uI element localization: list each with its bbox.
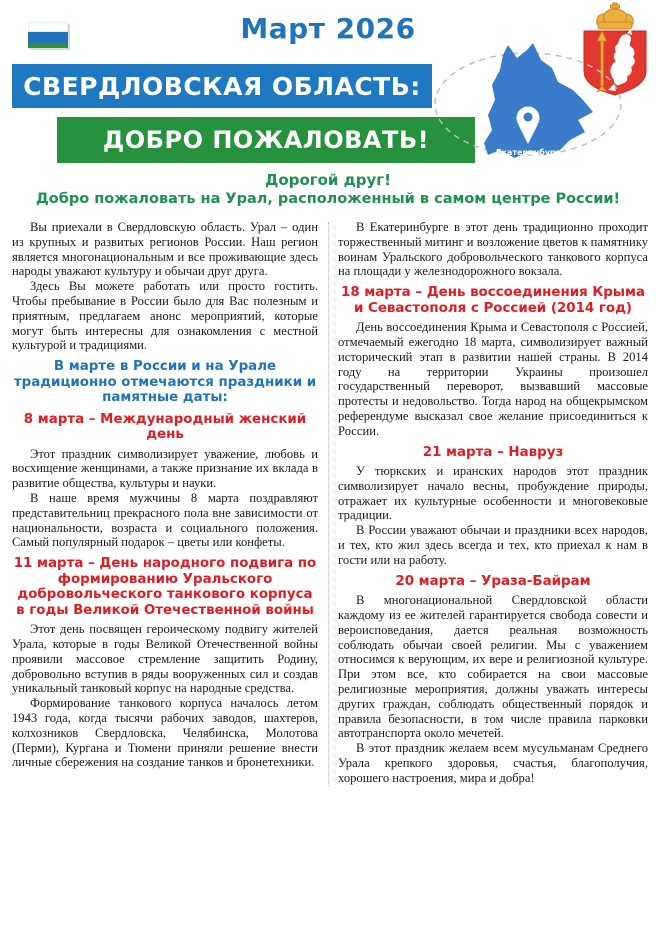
body-paragraph: В многонациональной Свердловской области каждому из ее жителей гарантируется свобода совести и вероисповедания, дается реальная возможность соблюдать обычаи своей религии. Мы с уважением относимся к верующим, их вере и религиозной культуре. При этом все, кто собирается на свои массовые религиозные мероприятия, должны уважать интересы других граждан, соблюдать общественный порядок и правила безопасности, в том числе правила парковки автотранспорта около мечетей. — [338, 593, 648, 741]
body-paragraph: Этот праздник символизирует уважение, любовь и восхищение женщинами, а также признание их вклада в развитие общества, культуры и науки. — [12, 446, 318, 491]
event-heading: 18 марта – День воссоединения Крыма и Севастополя с Россией (2014 год) — [341, 285, 645, 316]
body-paragraph: В России уважают обычаи и праздники всех народов, и тех, кто жил здесь всегда и тех, кто приехал к нам в гости или на работу. — [338, 523, 648, 567]
article-body — [0, 220, 656, 786]
greeting-line-1: Дорогой друг! — [265, 171, 391, 189]
body-paragraph: Формирование танкового корпуса началось летом 1943 года, когда тысячи рабочих заводов, шахтеров, колхозников Свердловска, Челябинска, Молотова (Перми), Кургана и Тюмени приняли решение внести личные сбережения на создание танков и бронетехники. — [12, 696, 318, 770]
section-heading: В марте в России и на Урале традиционно отмечаются праздники и памятные даты: — [13, 359, 317, 406]
event-heading: 11 марта – День народного подвига по формированию Уральского добровольческого танкового корпуса в годы Великой Отечественной войны — [13, 556, 317, 618]
region-banner: СВЕРДЛОВСКАЯ ОБЛАСТЬ: — [12, 64, 432, 108]
crown — [597, 3, 633, 29]
body-paragraph: В Екатеринбурге в этот день традиционно проходит торжественный митинг и возложение цветов к памятнику воинам Уральского добровольческого танкового корпуса на площади у железнодорожного вокзала. — [338, 220, 648, 279]
left-column — [12, 220, 318, 786]
greeting-block — [0, 171, 656, 209]
greeting-line-2: Добро пожаловать на Урал, расположенный в самом центре России! — [35, 191, 621, 207]
page-header — [0, 0, 656, 218]
event-heading: 8 марта – Международный женский день — [23, 411, 307, 443]
body-paragraph: Этот день посвящен героическому подвигу жителей Урала, которые в годы Великой Отечественной войны проявили массовое стремление защитить Родину, добровольно вступив в ряды вооруженных сил и создав уникальный танковый корпус на народные средства. — [12, 622, 318, 696]
body-paragraph: В наше время мужчины 8 марта поздравляют представительниц прекрасного пола вне зависимости от национальности, возраста и социального положения. Самый популярный подарок – цветы или конфеты. — [12, 491, 318, 550]
event-heading: 21 марта – Навруз — [422, 444, 564, 460]
body-paragraph: Здесь Вы можете работать или просто гостить. Чтобы пребывание в России было для Вас полезным и приятным, предлагаем анонс мероприятий, которые могут быть интересны для ознакомления с местной культурой и традициями. — [12, 279, 318, 353]
body-paragraph: День воссоединения Крыма и Севастополя с Россией, отмечаемый ежегодно 18 марта, символизирует важный исторический этап в развитии нашей страны. В 2014 году на территории Украины произошел государственный переворот, вызвавший массовые протесты и недовольство. Тогда народ на общекрымском референдуме высказал свое желание присоединиться к России. — [338, 320, 648, 438]
column-divider — [328, 222, 329, 786]
region-silhouette — [484, 43, 593, 158]
region-map — [425, 36, 640, 172]
map-city-label: Екатеринбург — [496, 148, 560, 157]
page-title: Март 2026 — [240, 12, 416, 45]
body-paragraph: В этот праздник желаем всем мусульманам Среднего Урала крепкого здоровья, счастья, благополучия, хорошего настроения, мира и добра! — [338, 741, 648, 785]
welcome-banner: ДОБРО ПОЖАЛОВАТЬ! — [57, 117, 475, 163]
event-heading: 20 марта – Ураза-Байрам — [395, 573, 591, 589]
right-column — [338, 220, 648, 786]
body-paragraph: Вы приехали в Свердловскую область. Урал – один из крупных и развитых регионов России. Наш регион является многонациональным и все проживающие здесь народы уважают культуру и обычаи друг друга. — [12, 220, 318, 279]
body-paragraph: У тюркских и иранских народов этот праздник символизирует начало весны, пробуждение природы, отражает их культурные особенности и многовековые традиции. — [338, 464, 648, 523]
